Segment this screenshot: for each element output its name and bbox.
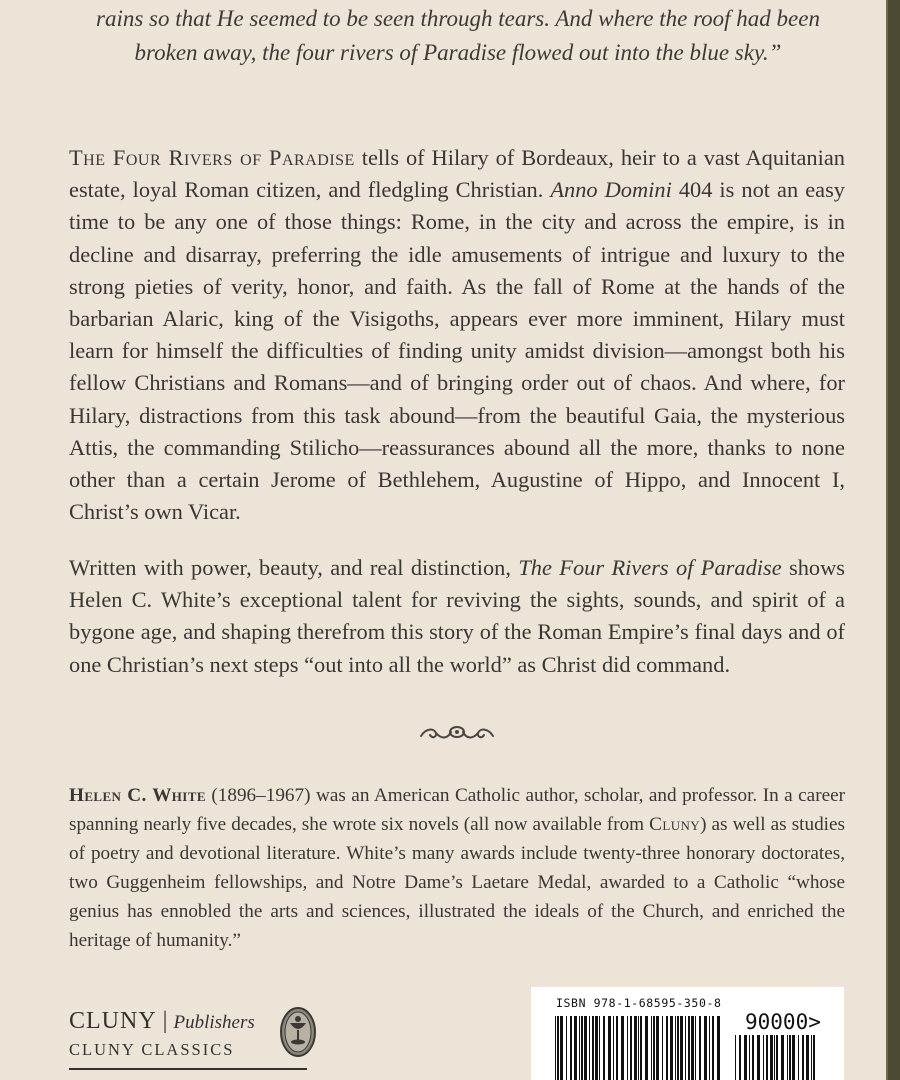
barcode-bar — [691, 1016, 694, 1080]
barcode-bar — [766, 1035, 768, 1080]
barcode-bar — [704, 1016, 707, 1080]
barcode-bar — [666, 1016, 668, 1080]
publisher-separator: | — [162, 1008, 168, 1034]
barcode-bar — [670, 1016, 673, 1080]
barcode-bar — [608, 1016, 611, 1080]
publisher-logo — [69, 1008, 309, 1080]
barcode-bar — [560, 1016, 563, 1080]
barcode-bar — [781, 1035, 784, 1080]
barcode-bar — [699, 1016, 701, 1080]
barcode-label — [531, 987, 844, 1080]
barcode-bar — [688, 1016, 690, 1080]
barcode-bar — [603, 1016, 605, 1080]
barcode-bar — [802, 1035, 804, 1080]
price-addon-barcode — [735, 1035, 819, 1080]
barcode-bar — [739, 1035, 741, 1080]
price-code: 90000> — [745, 1010, 821, 1034]
barcode-bar — [581, 1016, 583, 1080]
barcode-bar — [680, 1016, 683, 1080]
barcode-bar — [653, 1016, 655, 1080]
description-paragraph-2 — [69, 552, 845, 681]
barcode-bar — [717, 1016, 720, 1080]
barcode-bar — [770, 1035, 773, 1080]
barcode-bar — [792, 1035, 795, 1080]
barcode-bar — [712, 1016, 714, 1080]
description-paragraph-1 — [69, 142, 845, 528]
barcode-bar — [634, 1016, 637, 1080]
barcode-bar — [656, 1016, 659, 1080]
publishers-label: Publishers — [173, 1012, 255, 1033]
quote-line: broken away, the four rivers of Paradise flowed out into the blue sky.” — [134, 40, 782, 65]
description-text: 404 is not an easy time to be any one of those things: Rome, in the city and across the empire, is in decline and disarray, preferring the idle amusements of intrigue and luxury to the strong pieties of verity, honor, and faith. As the fall of Rome at the hands of the barbarian Alaric, king of the Visigoths, appears ever more imminent, Hilary must learn for himself the difficulties of finding unity amidst division—amongst both his fellow Christians and Romans—and of bringing order out of chaos. And where, for Hilary, distractions from this task abound—from the beautiful Gaia, the mysterious Attis, the commanding Stilicho—reassurances abound all the more, thanks to none other than a certain Jerome of Bethlehem, Augustine of Hippo, and Innocent I, Christ’s own Vicar. — [69, 177, 845, 525]
barcode-bar — [599, 1016, 600, 1080]
barcode-bar — [798, 1035, 799, 1080]
isbn-number: ISBN 978-1-68595-350-8 — [556, 996, 722, 1010]
barcode-bar — [627, 1016, 628, 1080]
barcode-bar — [555, 1016, 556, 1080]
publisher-line — [69, 1008, 255, 1035]
author-bio — [69, 781, 845, 955]
description-text: Written with power, beauty, and real distinction, — [69, 555, 519, 580]
barcode-bar — [744, 1035, 747, 1080]
barcode-bar — [638, 1016, 639, 1080]
author-name: Helen C. White — [69, 785, 206, 806]
barcode-bar — [584, 1016, 587, 1080]
anno-domini-italic: Anno Domini — [550, 177, 672, 203]
description-text: shows Helen C. White’s exceptional talent for reviving the sights, sounds, and spirit of a bygone age, and shaping therefrom this story of the Roman Empire’s final days and of one Christian’s next steps “out into all the world” as Christ did command. — [69, 555, 845, 677]
barcode-bar — [709, 1016, 710, 1080]
barcode-bar — [763, 1035, 764, 1080]
publisher-name: CLUNY — [69, 1008, 157, 1034]
barcode-bar — [592, 1016, 594, 1080]
barcode-bar — [789, 1035, 791, 1080]
quote-line: rains so that He seemed to be seen through tears. And where the roof had been — [96, 6, 820, 31]
barcode-bar — [645, 1016, 648, 1080]
barcode-bar — [574, 1016, 577, 1080]
barcode-bar — [806, 1035, 809, 1080]
barcode-bar — [621, 1016, 624, 1080]
barcode-bar — [616, 1016, 618, 1080]
barcode-bar — [757, 1035, 760, 1080]
barcode-bar — [752, 1035, 754, 1080]
barcode-bar — [566, 1016, 567, 1080]
barcode-bar — [695, 1016, 696, 1080]
barcode-bar — [595, 1016, 598, 1080]
barcode-bar — [651, 1016, 652, 1080]
barcode-bar — [640, 1016, 642, 1080]
book-title-smallcaps: The Four Rivers of Paradise — [69, 145, 355, 170]
barcode-bar — [735, 1035, 736, 1080]
barcode-bar — [811, 1035, 812, 1080]
barcode-bar — [685, 1016, 686, 1080]
barcode-bar — [813, 1035, 815, 1080]
barcode-bar — [557, 1016, 559, 1080]
back-cover-quote — [70, 2, 846, 70]
book-title-italic: The Four Rivers of Paradise — [518, 555, 782, 580]
publisher-rule — [69, 1068, 307, 1070]
cluny-smallcaps: Cluny — [649, 814, 701, 835]
barcode-bar — [749, 1035, 750, 1080]
imprint-name: CLUNY CLASSICS — [69, 1040, 235, 1059]
fleuron-ornament-icon — [418, 718, 496, 746]
spine-edge — [886, 0, 900, 1080]
barcode-bar — [613, 1016, 614, 1080]
barcode-bar — [662, 1016, 663, 1080]
bio-text: (1896–1967) was an American Catholic author, scholar, and professor. In a career spanning nearly five decades, she wrote six novels (all now available from — [69, 785, 846, 835]
barcode-bar — [787, 1035, 788, 1080]
barcode-bar — [774, 1035, 775, 1080]
barcode-bar — [579, 1016, 580, 1080]
barcode-bar — [675, 1016, 676, 1080]
description-text: tells of Hilary of Bordeaux, heir to a vast Aquitanian estate, loyal Roman citizen, and fledgling Christian. — [69, 145, 845, 203]
barcode-bar — [776, 1035, 778, 1080]
bio-text: ) as well as studies of poetry and devotional literature. White’s many awards include twenty-three honorary doctorates, two Guggenheim fellowships, and Notre Dame’s Laetare Medal, awarded to a Catholic “whose genius has ennobled the arts and sciences, illustrated the ideals of the Church, and enriched the heritage of humanity.” — [69, 814, 845, 951]
barcode-bar — [677, 1016, 679, 1080]
barcode-bar — [589, 1016, 590, 1080]
barcode-bar — [570, 1016, 572, 1080]
isbn-barcode — [555, 1016, 725, 1080]
barcode-bar — [630, 1016, 632, 1080]
chalice-seal-icon — [279, 1006, 317, 1058]
